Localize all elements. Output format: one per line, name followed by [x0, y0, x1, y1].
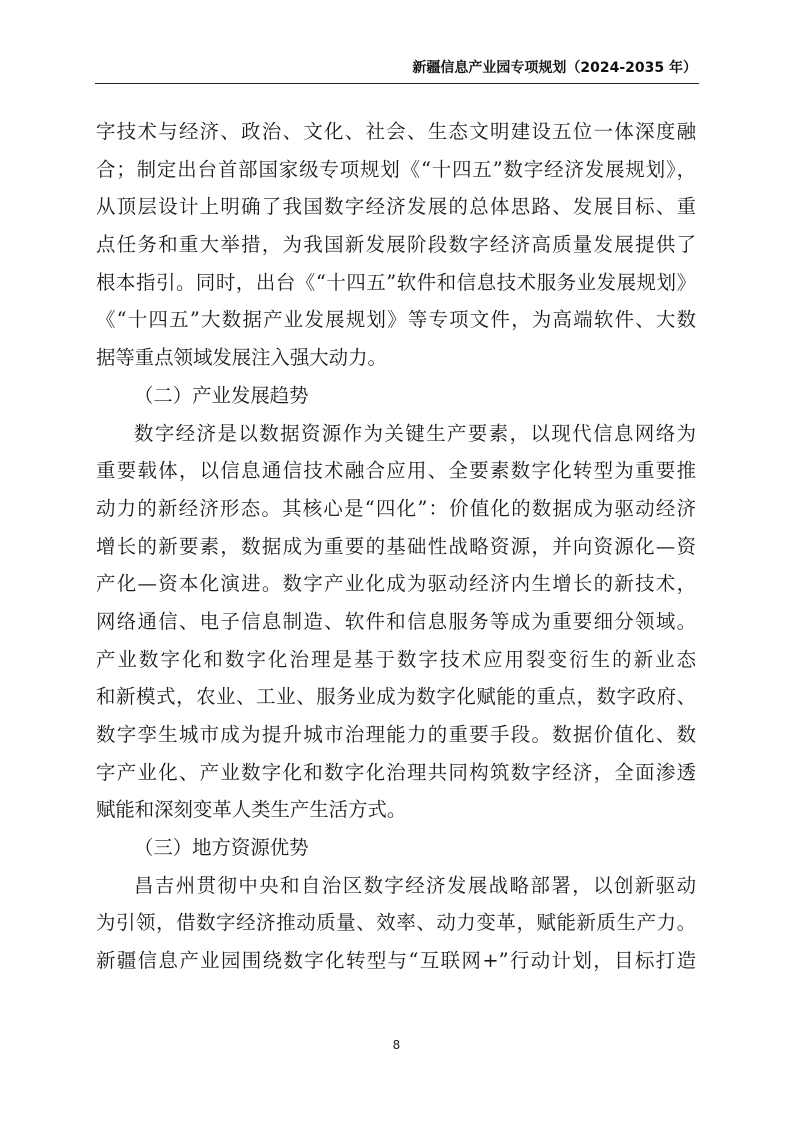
text-line: 《“十四五”大数据产业发展规划》等专项文件，为高端软件、大数 [96, 308, 696, 332]
section-heading-local-resources: （三）地方资源优势 [134, 836, 309, 860]
text-line: 重要载体，以信息通信技术融合应用、全要素数字化转型为重要推 [96, 459, 696, 483]
paragraph-continued [96, 113, 696, 377]
text-line: 从顶层设计上明确了我国数字经济发展的总体思路、发展目标、重 [96, 195, 696, 219]
text-line: 昌吉州贯彻中央和自治区数字经济发展战略部署，以创新驱动 [134, 873, 696, 897]
text-line: 产业数字化和数字化治理是基于数字技术应用裂变衍生的新业态 [96, 647, 696, 671]
paragraph-local-resources [96, 867, 696, 980]
text-line: 合；制定出台首部国家级专项规划《“十四五”数字经济发展规划》， [96, 157, 696, 181]
text-line: 网络通信、电子信息制造、软件和信息服务等成为重要细分领域。 [96, 609, 696, 633]
section-heading-industry-trends: （二）产业发展趋势 [134, 383, 309, 407]
page-number: 8 [392, 1038, 401, 1052]
text-line: 字技术与经济、政治、文化、社会、生态文明建设五位一体深度融 [96, 120, 696, 143]
text-line: 和新模式，农业、工业、服务业成为数字化赋能的重点，数字政府、 [96, 685, 696, 709]
text-line: 赋能和深刻变革人类生产生活方式。 [96, 798, 407, 822]
text-line: 字产业化、产业数字化和数字化治理共同构筑数字经济，全面渗透 [96, 760, 696, 784]
text-line: 数字孪生城市成为提升城市治理能力的重要手段。数据价值化、数 [96, 723, 696, 746]
text-line: 增长的新要素，数据成为重要的基础性战略资源，并向资源化—资 [96, 534, 696, 558]
text-line: 根本指引。同时，出台《“十四五”软件和信息技术服务业发展规划》 [96, 270, 696, 294]
header-rule [95, 83, 699, 84]
text-line: 点任务和重大举措，为我国新发展阶段数字经济高质量发展提供了 [96, 233, 696, 257]
text-line: 数字经济是以数据资源作为关键生产要素，以现代信息网络为 [134, 421, 696, 445]
running-header-title: 新疆信息产业园专项规划（2024-2035 年） [412, 60, 697, 76]
text-line: 为引领，借数字经济推动质量、效率、动力变革，赋能新质生产力。 [96, 911, 696, 935]
paragraph-industry-trends [96, 415, 696, 830]
document-body [96, 113, 696, 980]
text-line: 动力的新经济形态。其核心是“四化”：价值化的数据成为驱动经济 [96, 496, 696, 520]
text-line: 据等重点领域发展注入强大动力。 [96, 346, 387, 370]
text-line: 新疆信息产业园围绕数字化转型与“互联网+”行动计划，目标打造 [96, 949, 696, 973]
text-line: 产化—资本化演进。数字产业化成为驱动经济内生增长的新技术， [96, 572, 696, 596]
